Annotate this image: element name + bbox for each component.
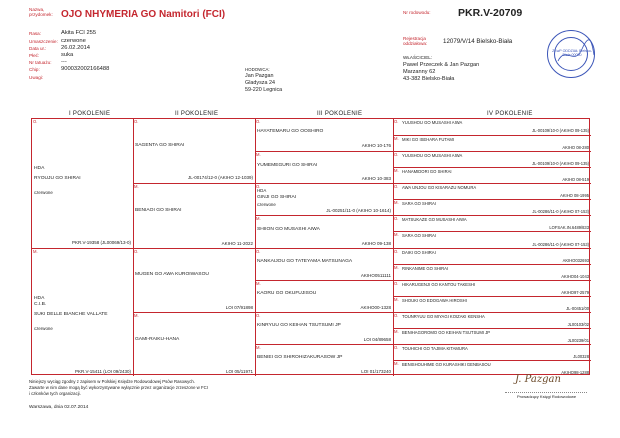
ancestor-cell (255, 312, 393, 344)
sex-marker: M. (394, 168, 399, 174)
ancestor-cell (393, 296, 591, 312)
ancestor-cell (255, 119, 393, 151)
signature-caption: Prowadzący Księgi Rodowodowe (517, 394, 577, 399)
ancestor-name: DAIKI GO SHIRAI (402, 249, 436, 255)
ancestor-name: GAMI-RAIKU-HANA (135, 336, 180, 342)
sex-marker: O. (256, 312, 261, 318)
ancestor-registration: LOFSAK.IN.6489/833 (549, 225, 589, 231)
ancestor-cell (393, 312, 591, 328)
ancestor-cell (32, 119, 133, 248)
detail-value: suka (61, 52, 74, 58)
ancestor-name: YUUSHOU GO MUSASHI AIWA (402, 120, 463, 125)
ancestor-name: HIKARUGENJI GO KANTOU TAKESHI (402, 281, 476, 287)
issue-date: Warszawa, dnia 02.07.2014 (29, 405, 89, 410)
ancestor-registration: JL-00109/10-0 (AKIHO 09-135) (532, 161, 589, 167)
sex-marker: O. (394, 216, 399, 222)
ancestor-registration: AKIHO04-1043 (561, 273, 589, 279)
detail-value: --- (61, 59, 67, 65)
gen-heading-4: IV POKOLENIE (487, 111, 533, 117)
sex-marker: M. (256, 152, 261, 158)
ancestor-registration: PKR.V-19358 (JL00069/13-0) (71, 239, 131, 245)
ancestor-name: SAGENTA GO SHIRAI (135, 142, 185, 148)
ancestor-cell (393, 360, 591, 376)
ancestor-name: HAYATEMARU GO OOSHIRO (257, 129, 324, 135)
detail-label: Uwagi: (29, 75, 44, 80)
ancestor-color: czerwone (257, 201, 276, 207)
ancestor-registration: AKIHO 08-519 (562, 177, 589, 183)
breeder-line-3: 59-220 Legnica (245, 87, 283, 93)
sex-marker: O. (33, 119, 38, 124)
ancestor-name: MATSUKAZE GO MUSASHI AIWA (402, 217, 467, 223)
ancestor-name: SARA GO SHIRAI (402, 233, 436, 239)
ancestor-cell (393, 167, 591, 183)
pedigree-table (31, 118, 590, 375)
ancestor-cell (255, 344, 393, 376)
ancestor-cell (133, 248, 255, 312)
ancestor-name: BENISHOUHIME GO KURASHIKI GENBASOU (402, 361, 491, 367)
ancestor-registration: AKIHO 11-2022 (221, 240, 253, 246)
ancestor-registration: AKIHO 10-176 (361, 143, 391, 149)
owner-line-1: Pawel Przeczek & Jan Pazgan (403, 62, 480, 68)
ancestor-name: BENIHAGOROMO GO KEIHAN TSUTSUMI JP (402, 329, 491, 335)
ancestor-name: MIKI GO ISEHARA FUTAMI (402, 137, 455, 143)
ancestor-registration: LOI 04/89658 (363, 336, 391, 342)
ancestor-color: czerwone (34, 190, 53, 196)
ancestor-name: RYOUJU GO SHIRAI (34, 176, 81, 182)
sex-marker: M. (256, 216, 261, 222)
ancestor-cell (393, 231, 591, 247)
ancestor-cell (133, 312, 255, 376)
ancestor-registration: LOI 07/91898 (225, 304, 253, 310)
ancestor-name: TOUHICHI GO TAJIMA KITAMURA (402, 345, 468, 351)
ancestor-name: SUKI DELLE BIANCHE VALLATE (34, 311, 108, 317)
sex-marker: M. (256, 344, 261, 350)
sex-marker: M. (394, 136, 399, 142)
official-stamp (547, 30, 595, 78)
ancestor-cell (393, 183, 591, 199)
ancestor-cell (32, 248, 133, 377)
ancestor-name: YUUSHOU GO MUSASHI AIWA (402, 153, 463, 159)
ancestor-cell (255, 280, 393, 312)
breeder-line-1: Jan Pazgan (245, 73, 274, 79)
ancestor-registration: AKIHO032693 (562, 257, 589, 263)
ancestor-cell (255, 215, 393, 247)
ancestor-color: czerwone (34, 325, 53, 331)
ancestor-cell (255, 183, 393, 215)
pedigree-document (27, 0, 592, 438)
detail-label: Płeć: (29, 53, 40, 58)
ancestor-registration: AKIHO 08-280 (562, 145, 589, 151)
stamp-scribble-icon (556, 39, 596, 69)
ancestor-cell (255, 151, 393, 183)
sex-marker: M. (394, 328, 399, 334)
sex-marker: O. (394, 280, 399, 286)
ancestor-name: GINJI GO SHIRAI (257, 194, 297, 200)
ancestor-name: YUMEMEGURI GO SHIRAI (257, 162, 318, 168)
owner-label: WŁAŚCICIEL: (403, 55, 433, 60)
sex-marker: O. (256, 248, 261, 254)
sex-marker: O. (394, 312, 399, 318)
ancestor-cell (393, 151, 591, 167)
sex-marker: O. (134, 248, 139, 254)
footer-note-1: Niniejszy wyciąg zgodny z zapisem w Polskiej Księdze Rodowodowej Psów Rasowych. (29, 379, 195, 384)
ancestor-cell (133, 119, 255, 183)
owner-line-2: Marzanny 62 (403, 69, 436, 75)
ancestor-registration: AKIHO 08-1995 (560, 193, 589, 199)
ancestor-cell (255, 248, 393, 280)
detail-value: Akita FCI 255 (61, 30, 97, 36)
detail-value: 26.02.2014 (61, 45, 91, 51)
ancestor-cell (393, 119, 591, 135)
breeder-line-2: Gladysza 24 (245, 80, 275, 86)
ancestor-registration: AKIHO97-2579 (561, 289, 589, 295)
ancestor-registration: JL-00286/11-0 (AKIHO 07-153) (532, 209, 589, 215)
detail-value: czerwone (61, 38, 86, 44)
sex-marker: O. (256, 184, 261, 190)
detail-value: 900032002166488 (61, 66, 110, 72)
ancestor-cell (393, 248, 591, 264)
ancestor-cell (393, 199, 591, 215)
owner-line-3: 43-382 Bielsko-Biała (403, 76, 455, 82)
sex-marker: O. (256, 119, 261, 124)
ancestor-registration: JL-00451/00 (566, 305, 589, 311)
registration-label: Rejestracja oddziałowa: (403, 36, 428, 46)
sex-marker: M. (394, 360, 399, 366)
dog-name: OJO NHYMERIA GO Namitori (FCI) (61, 9, 226, 20)
ancestor-name: NANKAIJOU GO TATEYAMA MATSUNAGA (257, 258, 353, 264)
sex-marker: M. (33, 248, 38, 254)
ancestor-name: TOUNRYUU GO MIYAGI KOIZAKI KENSHA (402, 313, 485, 319)
detail-label: Chip: (29, 67, 40, 72)
registration-value: 12079/V/14 Bielsko-Biała (443, 38, 513, 45)
gen-heading-3: III POKOLENIE (317, 111, 363, 117)
sex-marker: M. (394, 264, 399, 270)
sex-marker: M. (394, 296, 399, 302)
ancestor-registration: LOI 05/11971 (226, 369, 253, 374)
ancestor-registration: JL-00251/11-0 (AKIHO 10-1614) (326, 208, 391, 214)
signature-line (505, 392, 587, 393)
sex-marker: M. (394, 200, 399, 206)
ancestor-name: AWA UNJOU GO KISARAZU NOMURA (402, 185, 477, 191)
ancestor-cell (393, 215, 591, 231)
detail-label: Nr tatuażu: (29, 60, 52, 65)
ancestor-registration: LOI 01/173240 (361, 369, 391, 374)
sex-marker: O. (394, 248, 399, 254)
ancestor-name: RINKANIME GO SHIRAI (402, 265, 449, 271)
ancestor-registration: JL-00109/10-0 (AKIHO 09-135) (532, 128, 589, 134)
regno-label: Nr rodowodu: (403, 10, 431, 15)
ancestor-cell (393, 280, 591, 296)
sex-marker: M. (134, 184, 139, 190)
ancestor-cell (393, 328, 591, 344)
ancestor-name: HANAMIDORI GO SHIRAI (402, 169, 452, 175)
ancestor-registration: JL00239/01 (567, 337, 589, 343)
ancestor-name: SARA GO SHIRAI (402, 201, 436, 207)
ancestor-name: KINRYUU GO KEIHAN TSUTSUMI JP (257, 323, 341, 329)
name-label: Nazwa, przydomek: (29, 7, 53, 17)
ancestor-registration: JL-00286/11-0 (AKIHO 07-153) (532, 241, 589, 247)
sex-marker: O. (394, 152, 399, 158)
ancestor-cell (393, 344, 591, 360)
ancestor-cell (393, 264, 591, 280)
ancestor-registration: JL00328 (573, 353, 589, 359)
ancestor-name: SHIION GO MUSASHI AIWA (257, 226, 320, 232)
breeder-label: HODOWCA: (245, 67, 270, 72)
sex-marker: M. (394, 232, 399, 238)
stamp-text: ZKwP ODDZIAŁ Bielsko-Biała 00050 (552, 49, 592, 57)
ancestor-name: KAORU GO OKUFUJISOU (257, 291, 317, 297)
footer-note-2: Zawarte w nim dane mogą być wykorzystywane wyłącznie przez organizacje zrzeszone w FCI (29, 385, 208, 390)
sex-marker: M. (256, 280, 261, 286)
ancestor-name: MUGEN GO AWA KUROIWASOU (135, 272, 209, 278)
sex-marker: O. (394, 119, 399, 124)
registration-number: PKR.V-20709 (458, 7, 523, 19)
ancestor-titles: HDA C.I.B. (34, 295, 47, 307)
sex-marker: M. (134, 312, 139, 318)
detail-label: Umaszczenie: (29, 39, 58, 44)
signature: J. Pazgan (515, 374, 561, 385)
ancestor-name: BENIEI GO SHIROHIZAKURASOW JP (257, 355, 343, 361)
ancestor-cell (133, 183, 255, 247)
ancestor-registration: AKIHO 10-383 (361, 176, 391, 182)
ancestor-cell (393, 135, 591, 151)
sex-marker: O. (134, 119, 139, 124)
ancestor-registration: JL00103/02 (567, 321, 589, 327)
ancestor-registration: AKIHO 09-138 (361, 240, 391, 246)
gen-heading-2: II POKOLENIE (175, 111, 219, 117)
ancestor-registration: AKIHO0511111 (360, 272, 391, 278)
ancestor-name: SHOUKI GO EDOGAWA HIROSHI (402, 297, 467, 303)
ancestor-registration: PKR.V-15411 (LOI 09/2430) (75, 369, 131, 374)
gen-heading-1: I POKOLENIE (69, 111, 111, 117)
footer-note-3: i członków tych organizacji. (29, 391, 81, 396)
ancestor-registration: AKIHO98-1288 (561, 370, 589, 375)
ancestor-registration: AKIHO00-1328 (360, 304, 391, 310)
sex-marker: O. (394, 184, 399, 190)
ancestor-titles: HDA (257, 187, 267, 193)
sex-marker: O. (394, 344, 399, 350)
detail-label: Data ur.: (29, 46, 47, 51)
ancestor-titles: HDA (34, 166, 45, 172)
ancestor-registration: JL-00174/12-0 (AKIHO 12-1039) (187, 175, 253, 181)
detail-label: Rasa: (29, 31, 42, 36)
ancestor-name: BENIAOI GO SHIRAI (135, 208, 182, 214)
